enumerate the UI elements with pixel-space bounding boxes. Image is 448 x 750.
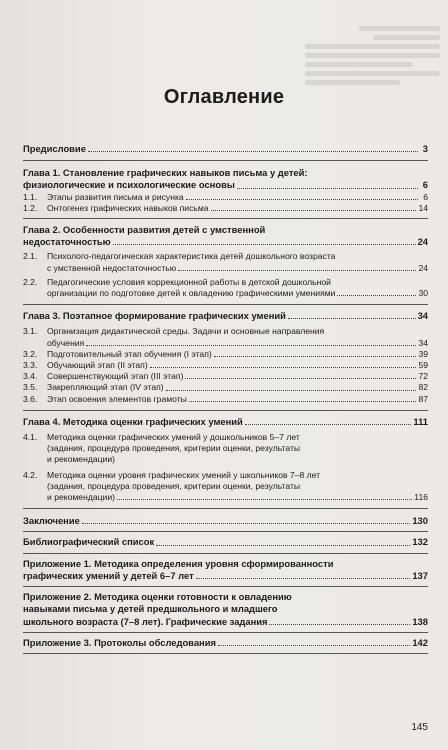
toc-entry-4-1	[23, 432, 428, 466]
entry-title: Обучающий этап (II этап)	[47, 360, 148, 371]
entry-title-line2: обучения	[47, 337, 85, 348]
entry-title-line1: Организация дидактической среды. Задачи и основные направления	[47, 326, 325, 337]
entry-title-line2: навыками письма у детей предшкольного и младшего	[23, 603, 278, 615]
toc-entry-chapter-1	[23, 167, 428, 191]
entry-title: Предисловие	[23, 143, 86, 154]
entry-page: 6	[423, 191, 428, 202]
entry-page: 6	[422, 179, 428, 191]
toc-entry-3-1	[23, 326, 428, 348]
toc-entry-1-1	[23, 192, 428, 203]
entry-title: Библиографический список	[23, 536, 155, 548]
toc-entry-bibliography	[23, 536, 428, 548]
entry-title-line2: недостаточностью	[23, 236, 111, 248]
entry-number: 1.1.	[23, 191, 38, 202]
entry-title-line2: организации по подготовке детей к овладению графическими умениями	[47, 288, 336, 299]
entry-title: Закрепляющий этап (IV этап)	[47, 382, 164, 393]
entry-page: 3	[422, 143, 428, 154]
entry-title-line3: и рекомендации)	[47, 454, 115, 465]
entry-title: Онтогенез графических навыков письма	[47, 202, 209, 213]
entry-page: 82	[418, 382, 428, 393]
toc-entry-preface	[23, 143, 428, 155]
entry-number: 2.1.	[23, 251, 38, 262]
entry-page: 138	[412, 615, 428, 627]
divider	[23, 508, 428, 509]
entry-number: 1.2.	[23, 202, 38, 213]
toc-entry-chapter-4	[23, 416, 428, 428]
entry-title: Глава 3. Поэтапное формирование графических умений	[23, 310, 286, 322]
entry-title-line2: физиологические и психологические основы	[23, 179, 235, 191]
entry-number: 3.6.	[23, 393, 38, 404]
toc-entry-chapter-2	[23, 224, 428, 248]
entry-title-line1: Приложение 2. Методика оценки готовности к овладению	[23, 591, 292, 603]
entry-page: 72	[418, 371, 428, 382]
toc-entry-2-2	[23, 277, 428, 299]
entry-page: 39	[418, 348, 428, 359]
divider	[23, 160, 428, 161]
divider	[23, 653, 428, 654]
entry-title: Этап освоения элементов грамоты	[47, 393, 187, 404]
toc-entry-3-5	[23, 382, 428, 393]
entry-page: 14	[418, 202, 428, 213]
entry-title-line2: (задания, процедура проведения, критерии оценки, результаты	[47, 480, 301, 491]
divider	[23, 553, 428, 554]
entry-number: 2.2.	[23, 276, 38, 287]
divider	[23, 586, 428, 587]
entry-title: Этапы развития письма и рисунка	[47, 191, 184, 202]
entry-title: Приложение 3. Протоколы обследования	[23, 636, 216, 648]
toc-entry-3-4	[23, 371, 428, 382]
toc-entry-appendix-1	[23, 558, 428, 582]
entry-page: 111	[413, 415, 428, 427]
divider	[23, 218, 428, 219]
entry-page: 137	[412, 569, 428, 581]
entry-number: 4.2.	[23, 469, 38, 480]
page-title: Оглавление	[163, 86, 285, 108]
entry-number: 3.2.	[23, 348, 38, 359]
entry-title-line1: Приложение 1. Методика определения уровня сформированности	[23, 557, 334, 569]
entry-page: 116	[414, 492, 428, 503]
entry-title-line1: Педагогические условия коррекционной работы в детской дошкольной	[47, 276, 331, 287]
divider	[23, 632, 428, 633]
entry-title-line1: Психолого-педагогическая характеристика детей дошкольного возраста	[47, 251, 336, 262]
entry-title-line3: и рекомендации)	[47, 492, 115, 503]
divider	[23, 304, 428, 305]
entry-title: Глава 4. Методика оценки графических умений	[23, 415, 243, 427]
toc-entry-appendix-2	[23, 591, 428, 628]
entry-page: 34	[417, 310, 428, 322]
toc-entry-2-1	[23, 251, 428, 273]
entry-page: 24	[417, 236, 428, 248]
toc-entry-1-2	[23, 203, 428, 214]
divider	[23, 410, 428, 411]
toc-entry-conclusion	[23, 515, 428, 527]
entry-number: 3.4.	[23, 371, 38, 382]
entry-page: 87	[418, 393, 428, 404]
entry-title-line1: Методика оценки графических умений у дошкольников 5–7 лет	[47, 432, 300, 443]
toc-entry-3-3	[23, 360, 428, 371]
entry-title-line1: Методика оценки уровня графических умений у школьников 7–8 лет	[47, 469, 321, 480]
entry-page: 34	[418, 337, 428, 348]
entry-number: 3.5.	[23, 382, 38, 393]
entry-title: Подготовительный этап обучения (I этап)	[47, 348, 212, 359]
toc-entry-3-6	[23, 394, 428, 405]
table-of-contents	[23, 140, 428, 654]
divider	[23, 531, 428, 532]
entry-page: 30	[418, 288, 428, 299]
entry-title-line3: школьного возраста (7–8 лет). Графические задания	[23, 615, 268, 627]
entry-page: 59	[418, 360, 428, 371]
entry-title: Заключение	[23, 515, 80, 527]
entry-number: 3.3.	[23, 360, 38, 371]
entry-title-line2: графических умений у детей 6–7 лет	[23, 569, 194, 581]
entry-page: 130	[412, 515, 428, 527]
entry-title-line2: с умственной недостаточностью	[47, 262, 177, 273]
toc-entry-appendix-3	[23, 637, 428, 649]
toc-entry-3-2	[23, 349, 428, 360]
entry-title-line2: (задания, процедура проведения, критерии оценки, результаты	[47, 443, 301, 454]
entry-title-line1: Глава 2. Особенности развития детей с умственной	[23, 224, 266, 236]
toc-entry-4-2	[23, 470, 428, 504]
entry-number: 3.1.	[23, 326, 38, 337]
entry-title: Совершенствующий этап (III этап)	[47, 371, 184, 382]
entry-page: 132	[412, 536, 428, 548]
entry-number: 4.1.	[23, 432, 38, 443]
toc-entry-chapter-3	[23, 310, 428, 322]
entry-title-line1: Глава 1. Становление графических навыков письма у детей:	[23, 167, 308, 179]
entry-page: 142	[412, 636, 428, 648]
entry-page: 24	[418, 262, 428, 273]
page-number: 145	[411, 722, 428, 733]
